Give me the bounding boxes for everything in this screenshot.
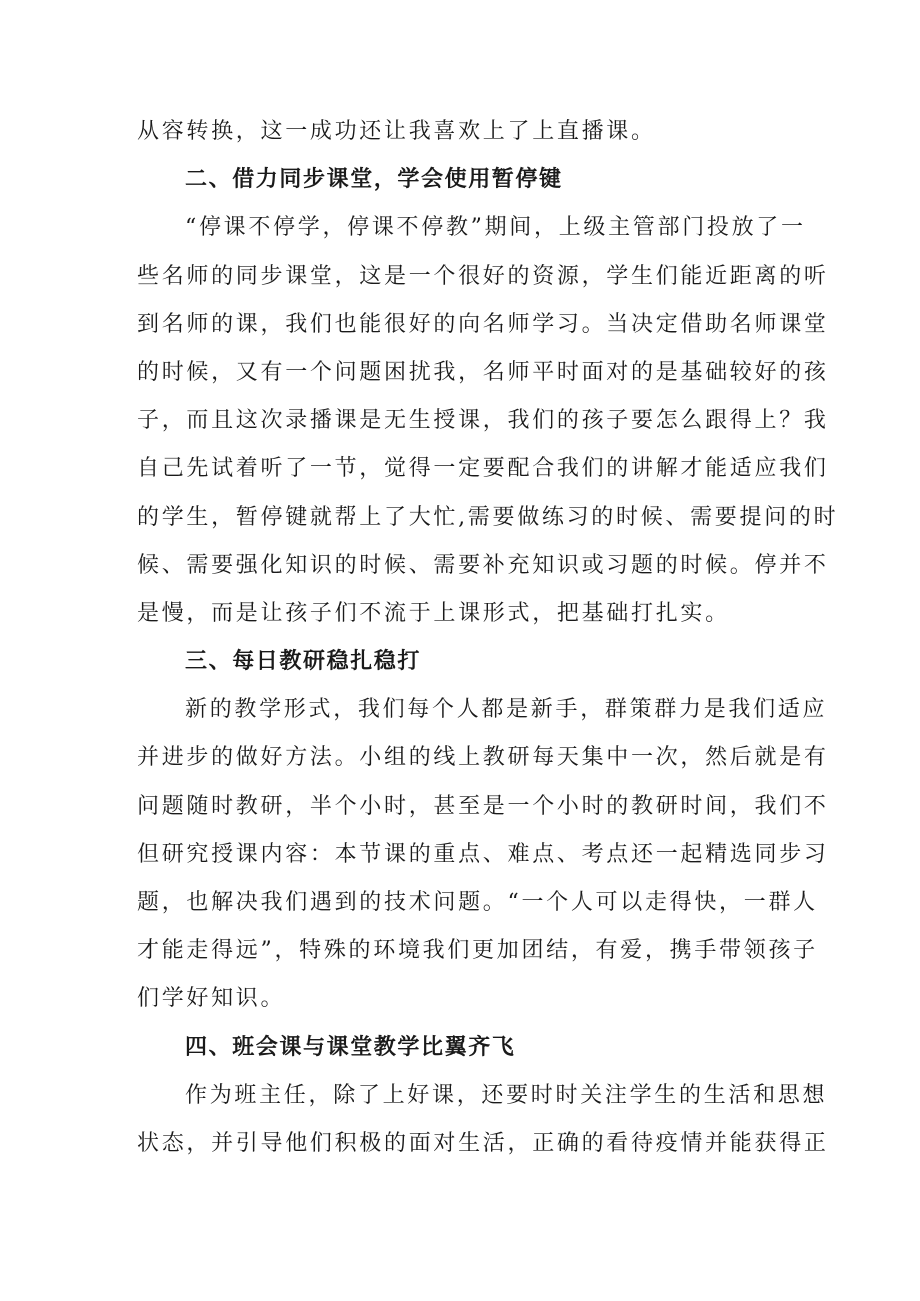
paragraph-line: “停课不停学，停课不停教”期间，上级主管部门投放了一 bbox=[185, 215, 806, 241]
paragraph-line: 但研究授课内容：本节课的重点、难点、考点还一起精选同步习 bbox=[137, 841, 829, 867]
paragraph-line: 问题随时教研，半个小时，甚至是一个小时的教研时间，我们不 bbox=[137, 793, 829, 819]
paragraph-line: 到名师的课，我们也能很好的向名师学习。当决定借助名师课堂 bbox=[137, 311, 829, 337]
section-heading: 三、每日教研稳扎稳打 bbox=[185, 649, 422, 675]
paragraph-line: 新的教学形式，我们每个人都是新手，群策群力是我们适应 bbox=[185, 697, 828, 723]
paragraph-line: 是慢，而是让孩子们不流于上课形式，把基础打扎实。 bbox=[137, 600, 730, 626]
paragraph-line: 从容转换，这一成功还让我喜欢上了上直播课。 bbox=[137, 119, 656, 144]
paragraph-line: 自己先试着听了一节，觉得一定要配合我们的讲解才能适应我们 bbox=[137, 456, 829, 482]
paragraph-line: 状态，并引导他们积极的面对生活，正确的看待疫情并能获得正 bbox=[137, 1130, 829, 1156]
paragraph-line: 才能走得远”，特殊的环境我们更加团结，有爱，携手带领孩子 bbox=[137, 938, 818, 964]
paragraph-line: 作为班主任，除了上好课，还要时时关注学生的生活和思想 bbox=[185, 1082, 828, 1108]
paragraph-line: 些名师的同步课堂，这是一个很好的资源，学生们能近距离的听 bbox=[137, 263, 829, 289]
paragraph-line: 候、需要强化知识的时候、需要补充知识或习题的时候。停并不 bbox=[137, 552, 829, 578]
paragraph-line: 的学生，暂停键就帮上了大忙,需要做练习的时候、需要提问的时 bbox=[137, 504, 839, 530]
paragraph-line: 的时候，又有一个问题困扰我，名师平时面对的是基础较好的孩 bbox=[137, 359, 829, 385]
document-page bbox=[137, 108, 839, 1168]
section-heading: 四、班会课与课堂教学比翼齐飞 bbox=[185, 1034, 516, 1060]
paragraph-line: 题，也解决我们遇到的技术问题。“一个人可以走得快，一群人 bbox=[137, 890, 818, 915]
section-heading: 二、借力同步课堂，学会使用暂停键 bbox=[185, 167, 563, 193]
paragraph-line: 子，而且这次录播课是无生授课，我们的孩子要怎么跟得上？我 bbox=[137, 408, 829, 434]
paragraph-line: 并进步的做好方法。小组的线上教研每天集中一次，然后就是有 bbox=[137, 745, 829, 771]
paragraph-line: 们学好知识。 bbox=[137, 986, 286, 1012]
